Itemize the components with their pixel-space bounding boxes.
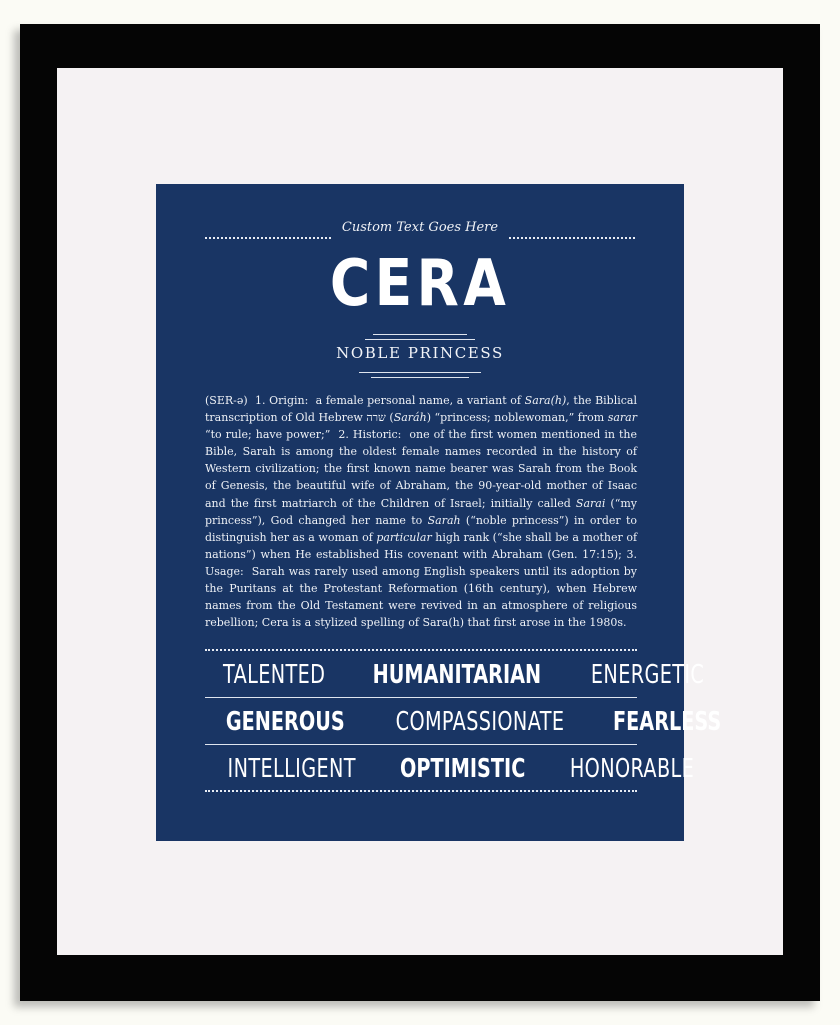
dotted-divider-bottom	[205, 790, 637, 792]
trait-word: OPTIMISTIC	[400, 754, 526, 784]
trait-divider	[205, 744, 637, 745]
name-poster	[156, 184, 721, 841]
picture-frame	[20, 24, 820, 1001]
poster-name: CERA	[329, 247, 511, 321]
meaning-underline-2	[371, 377, 469, 378]
frame-mat	[57, 68, 783, 955]
trait-word: FEARLESS	[612, 707, 721, 737]
trait-word: INTELLIGENT	[227, 754, 356, 784]
name-meaning: NOBLE PRINCESS	[336, 344, 504, 362]
name-underline-2	[365, 339, 475, 340]
meaning-underline	[359, 372, 481, 373]
trait-divider	[205, 697, 637, 698]
custom-text: Custom Text Goes Here	[341, 220, 499, 235]
trait-word: ENERGETIC	[590, 660, 705, 690]
trait-row	[205, 751, 694, 787]
name-definition: (SER-ə) 1. Origin: a female personal name, a variant of Sara(h), the Biblical transcription of Old Hebrew שרה (Saráh) “princess; noblewoman,” from sarar “to rule; have power;” 2. Historic: one of the first women mentioned in the Bible, Sarah is among the oldest female names recorded in the history of Western civilization; the first known name bearer was Sarah from the Book of Genesis, the beautiful wife of Abraham, the 90-year-old mother of Isaac and the first matriarch of the Children of Israel; initially called Sarai (“my princess”), God changed her name to Sarah (“noble princess”) in order to distinguish her as a woman of particular high rank (“she shall be a mother of nations”) when He established His covenant with Abraham (Gen. 17:15); 3. Usage: Sarah was rarely used among English speakers until its adoption by the Puritans at the Protestant Reformation (16th century), when Hebrew names from the Old Testament were revived in an atmosphere of religious rebellion; Cera is a stylized spelling of Sara(h) that first arose in the 1980s.	[205, 394, 638, 630]
dotted-divider-right	[509, 237, 635, 239]
dotted-divider-left	[205, 237, 331, 239]
trait-word: HONORABLE	[569, 754, 694, 784]
name-underline	[373, 334, 467, 335]
trait-word: HUMANITARIAN	[372, 660, 542, 690]
dotted-divider-top	[205, 649, 637, 651]
trait-word: GENEROUS	[225, 707, 345, 737]
trait-row	[205, 704, 721, 740]
trait-row	[205, 657, 705, 693]
trait-word: TALENTED	[222, 660, 326, 690]
trait-word: COMPASSIONATE	[395, 707, 564, 737]
